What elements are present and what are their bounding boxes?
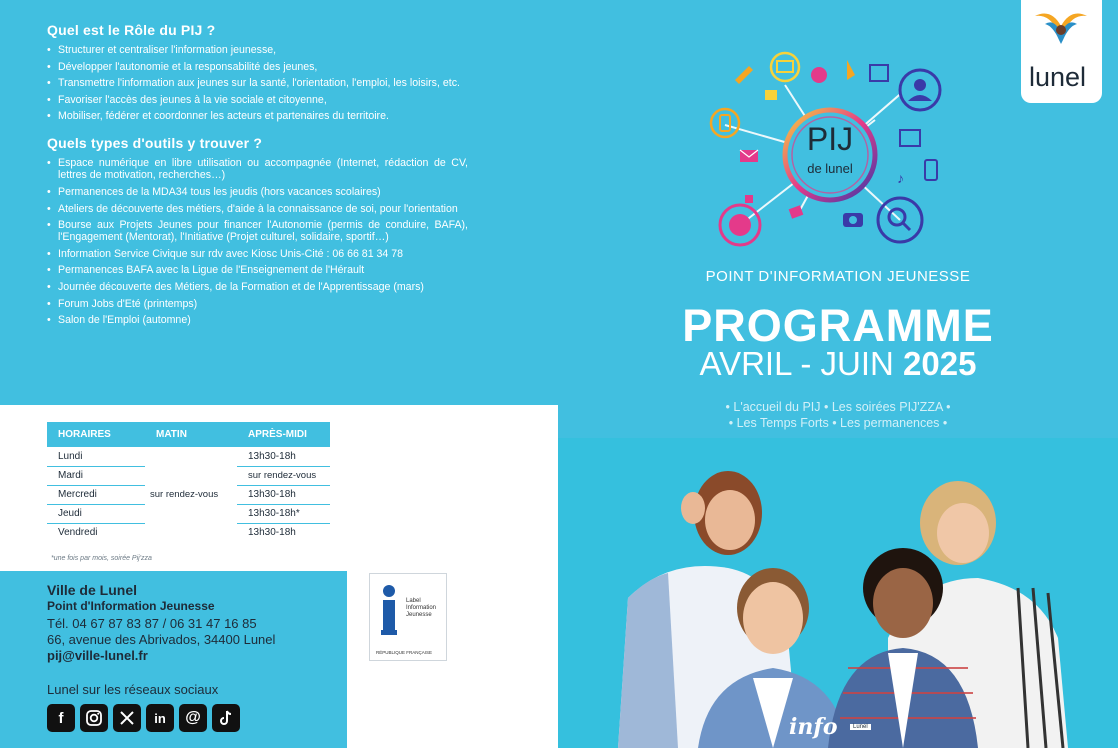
label-information-jeunesse bbox=[369, 573, 447, 661]
programme-months: AVRIL - JUIN bbox=[699, 345, 894, 382]
list-item: • Favoriser l'accès des jeunes à la vie sociale et citoyenne, bbox=[47, 94, 468, 106]
music-icon: ♪ bbox=[897, 170, 904, 186]
infojeunes-logo: info bbox=[789, 714, 838, 740]
contact-address: 66, avenue des Abrivados, 34400 Lunel bbox=[47, 632, 276, 647]
facebook-icon[interactable]: f bbox=[47, 704, 75, 732]
social-label: Lunel sur les réseaux sociaux bbox=[47, 682, 219, 697]
list-item: • Bourse aux Projets Jeunes pour financer l'Autonomie (permis de conduire, BAFA), l'Engagement (Mentorat), l'Initiative (Projet culturel, solidaire, sportif…) bbox=[47, 219, 468, 243]
contact-panel bbox=[0, 571, 347, 748]
social-icons bbox=[47, 704, 347, 732]
pm-cell: 13h30-18h bbox=[237, 447, 330, 466]
header-apres-midi: APRÈS-MIDI bbox=[237, 422, 330, 447]
chat-icon bbox=[745, 195, 753, 203]
contact-title: Ville de Lunel bbox=[47, 582, 137, 598]
pm-cell: sur rendez-vous bbox=[237, 466, 330, 485]
list-item: • Ateliers de découverte des métiers, d'aide à la connaissance de soi, pour l'orientation bbox=[47, 203, 468, 215]
pencil-icon bbox=[735, 66, 753, 84]
day-cell: Jeudi bbox=[47, 504, 145, 523]
linkedin-icon[interactable]: in bbox=[146, 704, 174, 732]
list-item: • Permanences de la MDA34 tous les jeudis (hors vacances scolaires) bbox=[47, 186, 468, 198]
smartphone-icon bbox=[925, 160, 937, 180]
list-item: • Information Service Civique sur rdv avec Kiosc Unis-Cité : 06 66 81 34 78 bbox=[47, 248, 468, 260]
youth-group-image bbox=[558, 438, 1118, 748]
label-rf: RÉPUBLIQUE FRANÇAISE bbox=[376, 650, 433, 655]
phone-icon bbox=[711, 109, 739, 137]
hours-panel bbox=[0, 405, 558, 571]
programme-title: PROGRAMME bbox=[682, 300, 994, 351]
list-item: • Forum Jobs d'Eté (printemps) bbox=[47, 298, 468, 310]
label-area bbox=[347, 571, 558, 748]
label-text-1: Label bbox=[406, 598, 421, 604]
list-item: • Journée découverte des Métiers, de la Formation et de l'Apprentissage (mars) bbox=[47, 281, 468, 293]
programme-period bbox=[558, 344, 1118, 384]
lunel-logo-text: lunel bbox=[1029, 62, 1087, 92]
contact-phone: Tél. 04 67 87 83 87 / 06 31 47 16 85 bbox=[47, 616, 257, 631]
pij-logo-sub: de lunel bbox=[807, 161, 853, 176]
list-item: • Permanences BAFA avec la Ligue de l'Enseignement de l'Hérault bbox=[47, 264, 468, 276]
label-i-icon bbox=[378, 584, 400, 642]
day-cell: Mardi bbox=[47, 466, 145, 485]
table-row bbox=[47, 447, 330, 466]
lunel-bird-icon bbox=[1021, 0, 1102, 60]
instagram-icon[interactable] bbox=[80, 704, 108, 732]
pij-subtitle: POINT D'INFORMATION JEUNESSE bbox=[705, 268, 971, 285]
image-icon bbox=[900, 130, 920, 146]
x-icon[interactable] bbox=[113, 704, 141, 732]
location-icon bbox=[847, 60, 855, 80]
pij-logo-main: PIJ bbox=[806, 121, 854, 157]
list-item: • Transmettre l'information aux jeunes sur la santé, l'orientation, l'emploi, les loisirs, etc. bbox=[47, 77, 468, 89]
programme-tags-line2: • Les Temps Forts • Les permanences • bbox=[728, 416, 948, 430]
day-cell: Vendredi bbox=[58, 527, 98, 539]
pm-cell: 13h30-18h bbox=[248, 527, 296, 539]
pij-logo-graphic bbox=[695, 45, 955, 255]
tiktok-icon[interactable] bbox=[212, 704, 240, 732]
youth-photo bbox=[558, 438, 1118, 748]
programme-year: 2025 bbox=[903, 345, 977, 382]
label-text-3: Jeunesse bbox=[406, 612, 432, 618]
list-item: • Mobiliser, fédérer et coordonner les acteurs et partenaires du territoire. bbox=[47, 110, 468, 122]
list-item: • Développer l'autonomie et la responsabilité des jeunes, bbox=[47, 61, 468, 73]
film-icon bbox=[870, 65, 888, 81]
infojeunes-lunel: Lunel bbox=[850, 724, 871, 730]
contact-email[interactable]: pij@ville-lunel.fr bbox=[47, 648, 148, 663]
pm-cell: 13h30-18h* bbox=[237, 504, 330, 523]
programme-tags-line1: • L'accueil du PIJ • Les soirées PIJ'ZZA • bbox=[725, 400, 951, 414]
computer-icon bbox=[771, 53, 799, 81]
lock-icon bbox=[765, 90, 777, 100]
list-item: • Salon de l'Emploi (automne) bbox=[47, 314, 468, 326]
threads-icon[interactable]: @ bbox=[179, 704, 207, 732]
role-title: Quel est le Rôle du PIJ ? bbox=[47, 22, 216, 38]
header-horaires: HORAIRES bbox=[47, 422, 145, 447]
pij-info-panel bbox=[0, 0, 558, 405]
hours-table bbox=[47, 422, 330, 542]
list-item: • Espace numérique en libre utilisation ou accompagnée (Internet, rédaction de CV, lettres de motivation, recherches…) bbox=[47, 157, 468, 181]
pm-cell: 13h30-18h bbox=[237, 485, 330, 504]
day-cell: Mercredi bbox=[47, 485, 145, 504]
day-cell: Lundi bbox=[47, 447, 145, 466]
chart-icon bbox=[811, 67, 827, 83]
label-text-2: Information bbox=[406, 605, 437, 611]
hours-footnote: *une fois par mois, soirée Pij'zza bbox=[51, 555, 152, 562]
lunel-logo bbox=[1021, 0, 1102, 103]
tools-title: Quels types d'outils y trouver ? bbox=[47, 135, 263, 152]
header-matin: MATIN bbox=[145, 422, 237, 447]
matin-cell: sur rendez-vous bbox=[150, 489, 219, 500]
programme-tags bbox=[558, 399, 1118, 431]
list-item: • Structurer et centraliser l'information jeunesse, bbox=[47, 44, 468, 56]
contact-subtitle: Point d'Information Jeunesse bbox=[47, 599, 215, 613]
tools-list bbox=[47, 157, 468, 326]
role-list bbox=[47, 44, 468, 122]
